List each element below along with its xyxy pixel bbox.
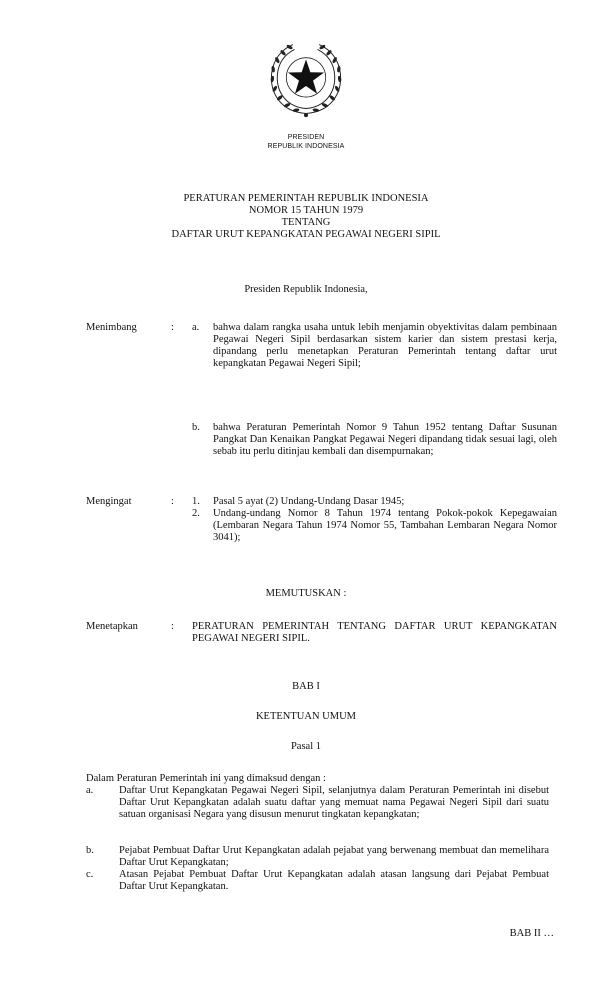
title-line-3: TENTANG bbox=[281, 217, 331, 228]
title-line-2: NOMOR 15 TAHUN 1979 bbox=[248, 205, 364, 216]
mengingat-item-2: Undang-undang Nomor 8 Tahun 1974 tentang Pokok-pokok Kepegawaian (Lembaran Negara Tahun 1974 Nomor 55, Tambahan Lembaran Negara Nomor 3041); bbox=[213, 508, 557, 543]
menimbang-colon: : bbox=[171, 322, 174, 333]
definition-item-c: Atasan Pejabat Pembuat Daftar Urut Kepangkatan adalah atasan langsung dari Pejabat Pembuat Daftar Urut Kepangkatan. bbox=[119, 869, 549, 892]
title-line-4: DAFTAR URUT KEPANGKATAN PEGAWAI NEGERI SIPIL bbox=[171, 229, 441, 240]
menimbang-marker-a: a. bbox=[192, 322, 200, 333]
menetapkan-text: PERATURAN PEMERINTAH TENTANG DAFTAR URUT KEPANGKATAN PEGAWAI NEGERI SIPIL. bbox=[192, 621, 557, 644]
mengingat-marker-1: 1. bbox=[192, 496, 200, 507]
menimbang-marker-b: b. bbox=[192, 422, 200, 433]
menimbang-label: Menimbang bbox=[86, 322, 137, 333]
menetapkan-label: Menetapkan bbox=[86, 621, 138, 632]
header-republik: REPUBLIK INDONESIA bbox=[267, 143, 345, 150]
mengingat-colon: : bbox=[171, 496, 174, 507]
bab-title: BAB I bbox=[292, 681, 320, 692]
menimbang-item-b: bahwa Peraturan Pemerintah Nomor 9 Tahun 1952 tentang Daftar Susunan Pangkat Dan Kenaikan Pangkat Pegawai Negeri dipandang tidak sesuai lagi, oleh sebab itu perlu ditinjau kembali dan disempurnakan; bbox=[213, 422, 557, 457]
definitions-intro: Dalam Peraturan Pemerintah ini yang dimaksud dengan : bbox=[86, 773, 326, 784]
menetapkan-colon: : bbox=[171, 621, 174, 632]
mengingat-item-1: Pasal 5 ayat (2) Undang-Undang Dasar 1945; bbox=[213, 496, 405, 507]
title-line-1: PERATURAN PEMERINTAH REPUBLIK INDONESIA bbox=[183, 193, 429, 204]
next-page-indicator: BAB II … bbox=[509, 928, 554, 939]
emblem bbox=[0, 38, 612, 125]
definition-marker-b: b. bbox=[86, 845, 94, 856]
definition-marker-c: c. bbox=[86, 869, 94, 880]
menimbang-item-a: bahwa dalam rangka usaha untuk lebih menjamin obyektivitas dalam pembinaan Pegawai Negeri Sipil berdasarkan sistem karier dan sistem prestasi kerja, dipandang perlu menetapkan Peraturan Pemerintah tentang daftar urut kepangkatan Pegawai Negeri Sipil; bbox=[213, 322, 557, 369]
definition-marker-a: a. bbox=[86, 785, 94, 796]
mengingat-marker-2: 2. bbox=[192, 508, 200, 519]
header-presiden: PRESIDEN bbox=[287, 134, 325, 141]
pasal-heading: Pasal 1 bbox=[290, 741, 322, 752]
memutuskan-heading: MEMUTUSKAN : bbox=[265, 588, 347, 599]
definition-item-a: Daftar Urut Kepangkatan Pegawai Negeri Sipil, selanjutnya dalam Peraturan Pemerintah ini disebut Daftar Urut Kepangkatan adalah suatu daftar yang memuat nama Pegawai Negeri Sipil dari suatu satuan organisasi Negara yang disusun menurut tingkatan kepangkatan; bbox=[119, 785, 549, 820]
definition-item-b: Pejabat Pembuat Daftar Urut Kepangkatan adalah pejabat yang berwenang membuat dan memelihara Daftar Urut Kepangkatan; bbox=[119, 845, 549, 868]
preamble: Presiden Republik Indonesia, bbox=[244, 284, 368, 295]
mengingat-label: Mengingat bbox=[86, 496, 132, 507]
presidential-emblem-icon bbox=[265, 38, 347, 120]
bab-subtitle: KETENTUAN UMUM bbox=[255, 711, 357, 722]
